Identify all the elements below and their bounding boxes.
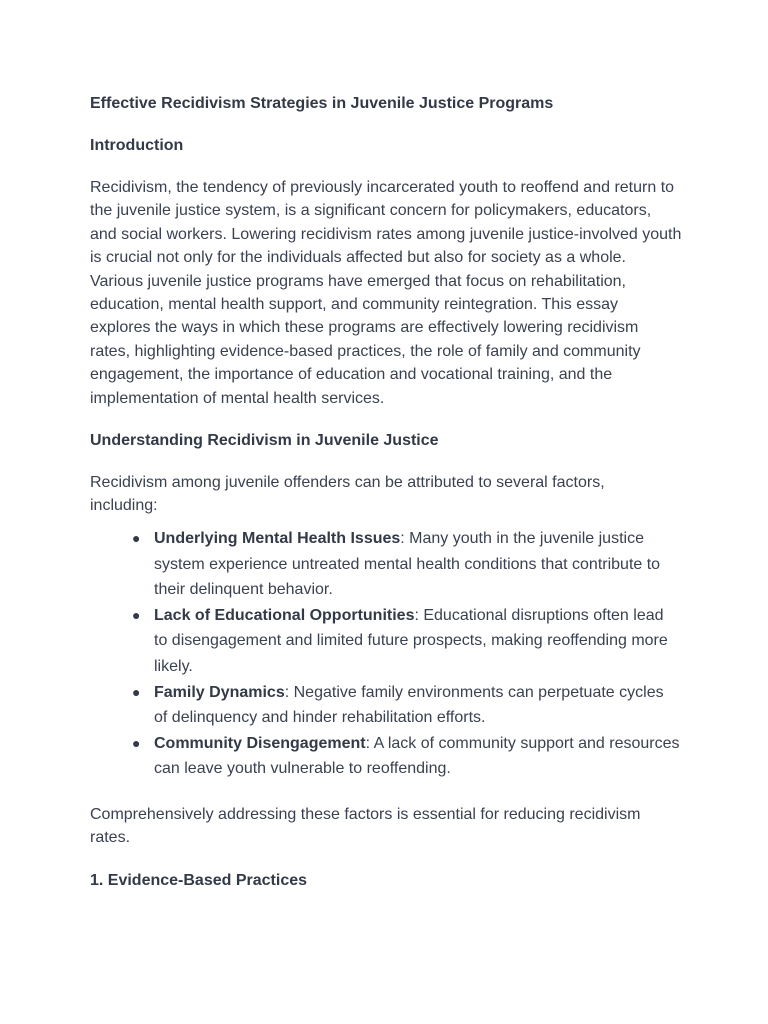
recidivism-factors-list <box>90 526 680 782</box>
understanding-recidivism-paragraph: Recidivism among juvenile offenders can be attributed to several factors, including: <box>90 474 605 515</box>
factor-term: Family Dynamics <box>154 683 285 701</box>
bullet-icon: ● <box>132 683 141 700</box>
list-item <box>90 680 680 731</box>
list-item <box>90 603 680 680</box>
bullet-icon: ● <box>132 734 141 751</box>
factor-description: : A lack of community support and resources can leave youth vulnerable to reoffending. <box>154 734 680 778</box>
factor-term: Underlying Mental Health Issues <box>154 530 401 547</box>
factor-description: : Educational disruptions often lead to disengagement and limited future prospects, making reoffending more likely. <box>154 606 668 675</box>
section-heading-evidence-based-practices: 1. Evidence-Based Practices <box>90 872 308 889</box>
document-title: Effective Recidivism Strategies in Juvenile Justice Programs <box>90 95 554 112</box>
factor-term: Lack of Educational Opportunities <box>154 606 415 624</box>
list-item <box>90 731 680 782</box>
factor-term: Community Disengagement <box>154 734 366 752</box>
section-heading-introduction: Introduction <box>90 137 184 154</box>
list-item <box>90 526 680 603</box>
bullet-icon: ● <box>132 530 141 546</box>
bullet-icon: ● <box>132 606 141 623</box>
factor-description: : Negative family environments can perpetuate cycles of delinquency and hinder rehabilitation efforts. <box>154 683 664 727</box>
introduction-paragraph: Recidivism, the tendency of previously incarcerated youth to reoffend and return to the juvenile justice system, is a significant concern for policymakers, educators, and social workers. Lowering recidivism rates among juvenile justice-involved youth is crucial not only for the individuals affected but also for society as a whole. Various juvenile justice programs have emerged that focus on rehabilitation, education, mental health support, and community reintegration. This essay explores the ways in which these programs are effectively lowering recidivism rates, highlighting evidence-based practices, the role of family and community engagement, the importance of education and vocational training, and the implementation of mental health services. <box>90 179 682 407</box>
section-heading-understanding-recidivism: Understanding Recidivism in Juvenile Justice <box>90 432 439 449</box>
factor-description: : Many youth in the juvenile justice system experience untreated mental health conditions that contribute to their delinquent behavior. <box>154 530 661 599</box>
closing-paragraph: Comprehensively addressing these factors is essential for reducing recidivism rates. <box>90 806 641 847</box>
